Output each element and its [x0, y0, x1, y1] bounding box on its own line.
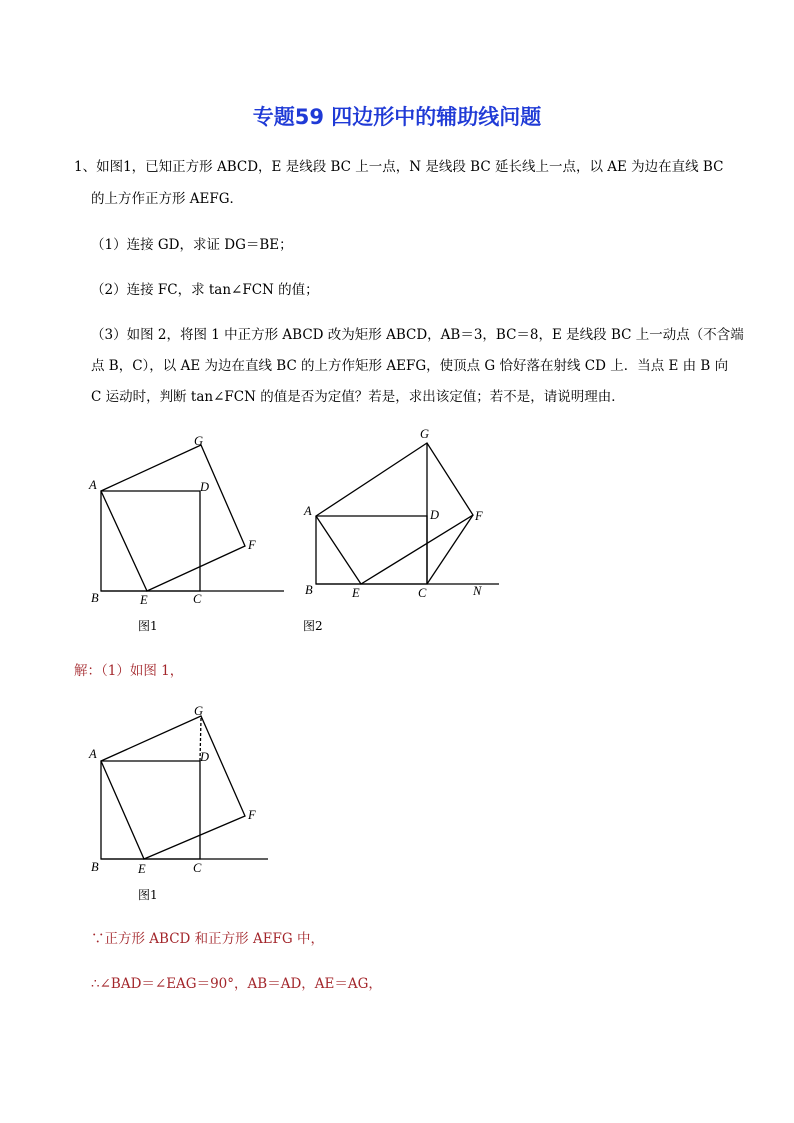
- fig1-caption: 图1: [138, 619, 158, 633]
- question-2: （2）连接 FC，求 tan∠FCN 的值；: [91, 282, 319, 298]
- fig2-label-A: A: [304, 504, 312, 518]
- question-1: （1）连接 GD，求证 DG＝BE；: [91, 237, 293, 253]
- fig2-label-E: E: [352, 586, 360, 600]
- problem-line-2: 的上方作正方形 AEFG．: [91, 191, 244, 207]
- fig3-square-AEFG: [101, 716, 245, 859]
- fig3-label-E: E: [138, 862, 146, 876]
- question-3-line-1: （3）如图 2，将图 1 中正方形 ABCD 改为矩形 ABCD，AB＝3，BC＝8，E 是线段 BC 上一动点（不含端: [91, 327, 744, 343]
- fig1-label-E: E: [140, 593, 148, 607]
- question-3-line-2: 点 B，C），以 AE 为边在直线 BC 的上方作矩形 AEFG，使顶点 G 恰好落在射线 CD 上．当点 E 由 B 向: [91, 358, 729, 374]
- fig3-label-C: C: [193, 861, 202, 875]
- fig3-label-F: F: [248, 808, 256, 822]
- fig1-label-B: B: [91, 591, 99, 605]
- fig2-label-N: N: [473, 584, 482, 598]
- fig2-label-B: B: [305, 583, 313, 597]
- fig2-caption: 图2: [303, 619, 323, 633]
- fig2-label-G: G: [420, 427, 430, 441]
- problem-line-1: 1、如图1，已知正方形 ABCD，E 是线段 BC 上一点，N 是线段 BC 延长线上一点，以 AE 为边在直线 BC: [74, 159, 724, 175]
- fig2-label-C: C: [418, 586, 427, 600]
- fig1-label-D: D: [200, 480, 210, 494]
- fig1-label-G: G: [194, 434, 204, 448]
- page-title: 专题59 四边形中的辅助线问题: [252, 105, 542, 129]
- fig3-label-A: A: [89, 747, 97, 761]
- fig3-square-ABCD: [101, 761, 200, 859]
- fig1-label-A: A: [89, 478, 97, 492]
- solution-heading: 解：（1）如图 1，: [74, 663, 184, 679]
- question-3-line-3: C 运动时，判断 tan∠FCN 的值是否为定值？若是，求出该定值；若不是，请说明理由．: [91, 389, 625, 405]
- fig3-caption: 图1: [138, 888, 158, 902]
- fig2-label-F: F: [475, 509, 483, 523]
- fig3-label-D: D: [200, 750, 210, 764]
- fig3-label-B: B: [91, 860, 99, 874]
- fig1-label-C: C: [193, 592, 202, 606]
- fig3-label-G: G: [194, 704, 204, 718]
- solution-line-2: ∴∠BAD＝∠EAG＝90°，AB＝AD，AE＝AG，: [91, 976, 382, 992]
- solution-line-1: ∵正方形 ABCD 和正方形 AEFG 中，: [91, 931, 324, 947]
- fig2-label-D: D: [430, 508, 440, 522]
- fig1-label-F: F: [248, 538, 256, 552]
